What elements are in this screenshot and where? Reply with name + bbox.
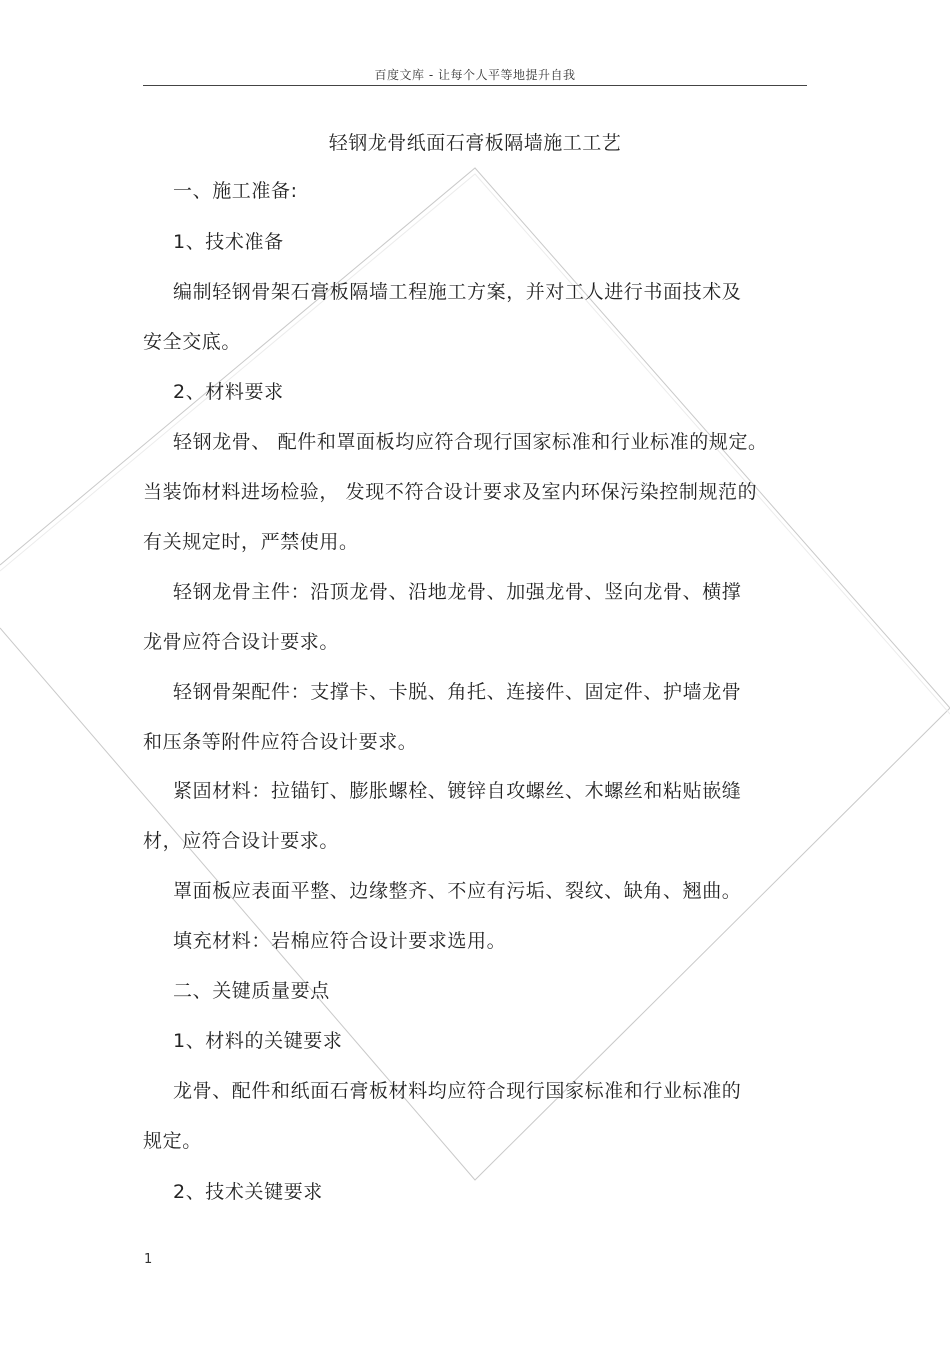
page-header: 百度文库 - 让每个人平等地提升自我 — [374, 68, 576, 82]
paragraph-line: 龙骨应符合设计要求。 — [143, 631, 340, 653]
paragraph-line: 紧固材料：拉锚钉、膨胀螺栓、镀锌自攻螺丝、木螺丝和粘贴嵌缝 — [173, 780, 742, 802]
paragraph-line: 安全交底。 — [143, 331, 242, 353]
paragraph-line: 编制轻钢骨架石膏板隔墙工程施工方案，并对工人进行书面技术及 — [173, 281, 742, 303]
section-heading: 二、关键质量要点 — [173, 980, 330, 1002]
document-title: 轻钢龙骨纸面石膏板隔墙施工工艺 — [328, 132, 622, 154]
paragraph-line: 当装饰材料进场检验， 发现不符合设计要求及室内环保污染控制规范的 — [143, 481, 758, 503]
paragraph-line: 规定。 — [143, 1130, 202, 1152]
paragraph-line: 填充材料：岩棉应符合设计要求选用。 — [173, 930, 507, 952]
paragraph-line: 罩面板应表面平整、边缘整齐、不应有污垢、裂纹、缺角、翘曲。 — [173, 880, 742, 902]
paragraph-line: 龙骨、配件和纸面石膏板材料均应符合现行国家标准和行业标准的 — [173, 1080, 742, 1102]
paragraph-line: 轻钢龙骨、 配件和罩面板均应符合现行国家标准和行业标准的规定。 — [173, 431, 768, 453]
subsection-heading: 2、技术关键要求 — [173, 1181, 323, 1203]
paragraph-line: 材，应符合设计要求。 — [143, 830, 340, 852]
subsection-heading: 1、材料的关键要求 — [173, 1030, 343, 1052]
paragraph-line: 有关规定时，严禁使用。 — [143, 531, 359, 553]
page-number: 1 — [144, 1252, 153, 1267]
subsection-heading: 2、材料要求 — [173, 381, 284, 403]
paragraph-line: 轻钢龙骨主件：沿顶龙骨、沿地龙骨、加强龙骨、竖向龙骨、横撑 — [173, 581, 742, 603]
section-heading: 一、施工准备: — [173, 180, 298, 202]
paragraph-line: 和压条等附件应符合设计要求。 — [143, 731, 418, 753]
paragraph-line: 轻钢骨架配件：支撑卡、卡脱、角托、连接件、固定件、护墙龙骨 — [173, 681, 742, 703]
subsection-heading: 1、技术准备 — [173, 231, 284, 253]
